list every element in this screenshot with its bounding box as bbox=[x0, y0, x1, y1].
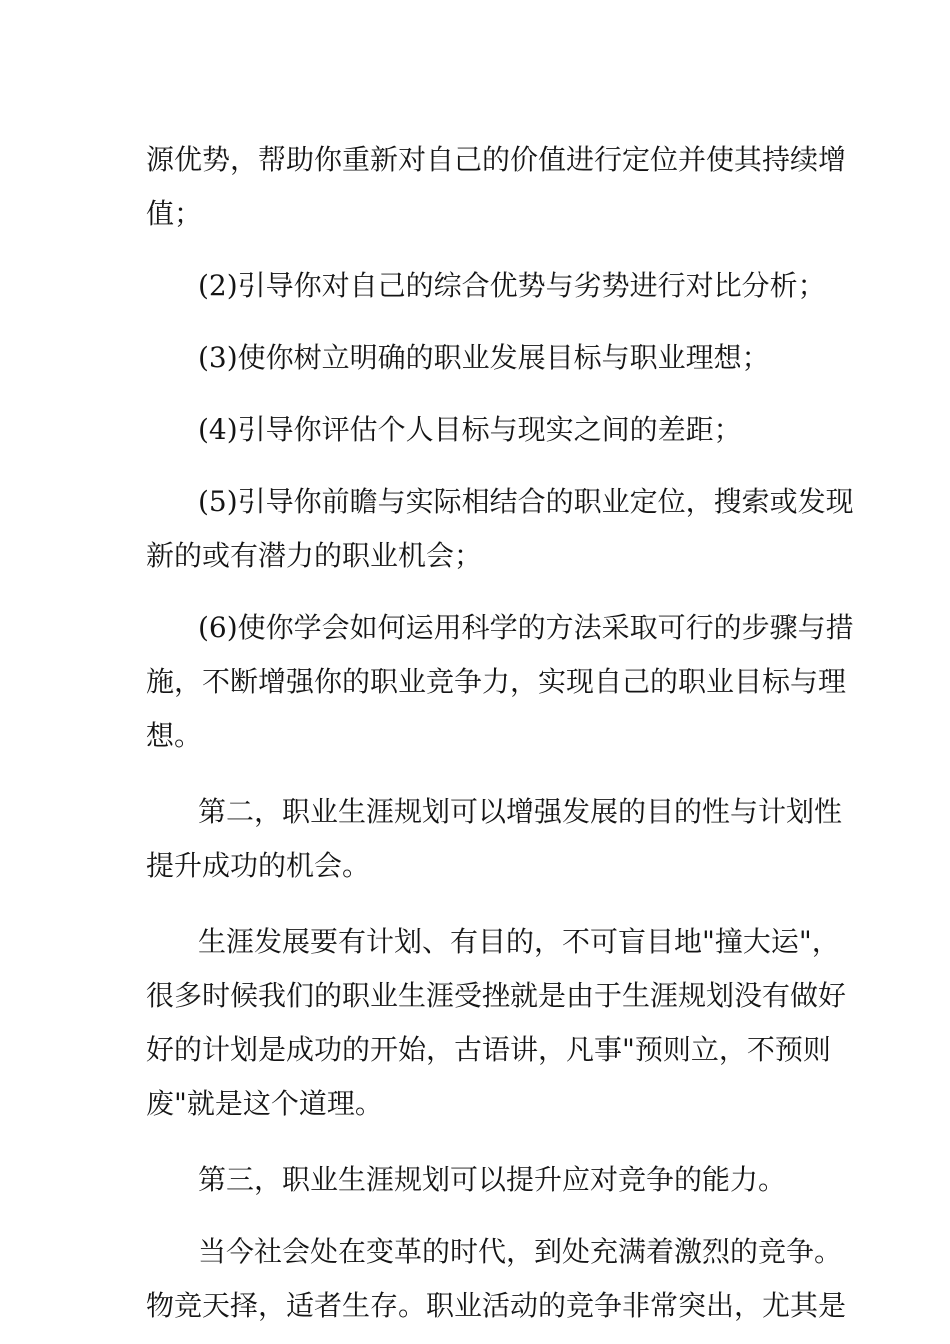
text-line: 好的计划是成功的开始，古语讲，凡事"预则立，不预则 bbox=[146, 1033, 831, 1066]
paragraph-gap bbox=[146, 763, 811, 785]
list-item: (4)引导你评估个人目标与现实之间的差距； bbox=[198, 413, 742, 446]
list-item: (2)引导你对自己的综合优势与劣势进行对比分析； bbox=[198, 269, 826, 302]
paragraph-heading: 第二，职业生涯规划可以增强发展的目的性与计划性 bbox=[198, 795, 843, 828]
text-line: 新的或有潜力的职业机会； bbox=[146, 539, 483, 572]
text-line: 施，不断增强你的职业竞争力，实现自己的职业目标与理 bbox=[146, 665, 847, 698]
text-line: 提升成功的机会。 bbox=[146, 849, 371, 882]
text-line: 废"就是这个道理。 bbox=[146, 1087, 383, 1120]
paragraph-gap bbox=[146, 583, 811, 601]
paragraph-gap bbox=[146, 313, 811, 331]
paragraph-gap bbox=[146, 241, 811, 259]
list-item: (6)使你学会如何运用科学的方法采取可行的步骤与措 bbox=[198, 611, 854, 644]
list-item: (3)使你树立明确的职业发展目标与职业理想； bbox=[198, 341, 770, 374]
paragraph: 当今社会处在变革的时代，到处充满着激烈的竞争。 bbox=[198, 1235, 843, 1268]
paragraph-gap bbox=[146, 385, 811, 403]
list-item: (5)引导你前瞻与实际相结合的职业定位，搜索或发现 bbox=[198, 485, 854, 518]
body-text bbox=[146, 133, 854, 1333]
paragraph-heading: 第三，职业生涯规划可以提升应对竞争的能力。 bbox=[198, 1163, 787, 1196]
paragraph-gap bbox=[146, 893, 811, 915]
text-line: 想。 bbox=[146, 719, 203, 752]
paragraph-gap bbox=[146, 457, 811, 475]
text-line: 源优势，帮助你重新对自己的价值进行定位并使其持续增 bbox=[146, 143, 847, 176]
text-line: 物竞天择，适者生存。职业活动的竞争非常突出，尤其是 bbox=[146, 1289, 847, 1322]
text-line: 很多时候我们的职业生涯受挫就是由于生涯规划没有做好 bbox=[146, 979, 847, 1012]
paragraph-gap bbox=[146, 1207, 811, 1225]
paragraph-gap bbox=[146, 1131, 811, 1153]
paragraph: 生涯发展要有计划、有目的，不可盲目地"撞大运"， bbox=[198, 925, 840, 958]
text-line: 值； bbox=[146, 197, 203, 230]
